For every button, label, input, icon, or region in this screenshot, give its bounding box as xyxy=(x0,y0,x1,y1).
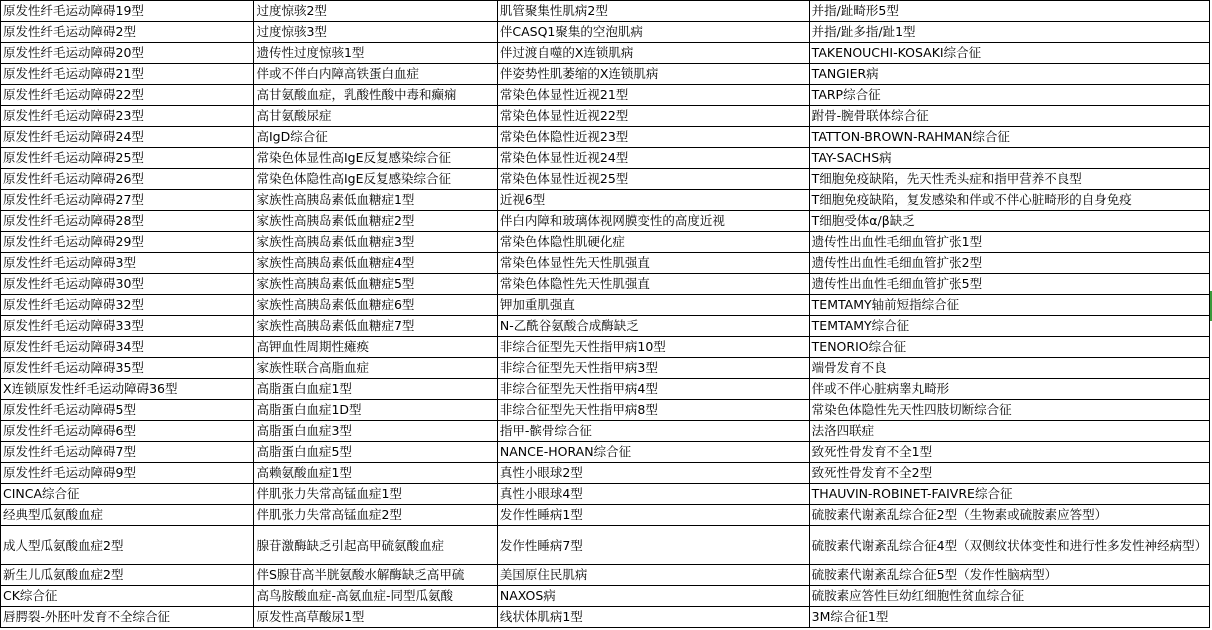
table-row xyxy=(1,316,1210,337)
table-row xyxy=(1,421,1210,442)
table-cell[interactable]: 硫胺素代谢紊乱综合征2型（生物素或硫胺素应答型） xyxy=(809,505,1209,526)
table-row xyxy=(1,148,1210,169)
table-cell[interactable]: 家族性高胰岛素低血糖症1型 xyxy=(254,190,497,211)
table-cell[interactable]: 原发性纤毛运动障碍28型 xyxy=(1,211,254,232)
table-row xyxy=(1,85,1210,106)
table-cell[interactable]: 新生儿瓜氨酸血症2型 xyxy=(1,565,254,586)
table-cell[interactable]: 致死性骨发育不全1型 xyxy=(809,442,1209,463)
table-cell[interactable]: CINCA综合征 xyxy=(1,484,254,505)
table-cell[interactable]: 过度惊骇3型 xyxy=(254,22,497,43)
table-cell[interactable]: 原发性纤毛运动障碍34型 xyxy=(1,337,254,358)
table-row xyxy=(1,1,1210,22)
table-cell[interactable]: 原发性纤毛运动障碍20型 xyxy=(1,43,254,64)
table-cell[interactable]: 家族性高胰岛素低血糖症6型 xyxy=(254,295,497,316)
table-row xyxy=(1,358,1210,379)
table-cell[interactable]: 常染色体显性先天性肌强直 xyxy=(497,253,809,274)
table-cell[interactable]: 原发性纤毛运动障碍35型 xyxy=(1,358,254,379)
table-cell[interactable]: 高脂蛋白血症3型 xyxy=(254,421,497,442)
table-cell[interactable]: TARP综合征 xyxy=(809,85,1209,106)
table-cell[interactable]: 非综合征型先天性指甲病10型 xyxy=(497,337,809,358)
table-cell[interactable]: 家族性高胰岛素低血糖症5型 xyxy=(254,274,497,295)
table-cell[interactable]: 法洛四联症 xyxy=(809,421,1209,442)
table-cell[interactable]: 常染色体显性近视25型 xyxy=(497,169,809,190)
table-cell[interactable]: 原发性纤毛运动障碍29型 xyxy=(1,232,254,253)
table-cell[interactable]: 原发性纤毛运动障碍33型 xyxy=(1,316,254,337)
table-row xyxy=(1,442,1210,463)
table-cell[interactable]: 常染色体显性近视22型 xyxy=(497,106,809,127)
table-cell[interactable]: 原发性纤毛运动障碍5型 xyxy=(1,400,254,421)
table-row xyxy=(1,43,1210,64)
table-cell[interactable]: 伴白内障和玻璃体视网膜变性的高度近视 xyxy=(497,211,809,232)
table-cell[interactable]: 常染色体隐性近视23型 xyxy=(497,127,809,148)
table-cell[interactable]: 家族性联合高脂血症 xyxy=(254,358,497,379)
table-cell[interactable]: 高钾血性周期性瘫痪 xyxy=(254,337,497,358)
table-cell[interactable]: 成人型瓜氨酸血症2型 xyxy=(1,526,254,565)
table-cell[interactable]: 遗传性出血性毛细血管扩张5型 xyxy=(809,274,1209,295)
table-row xyxy=(1,190,1210,211)
table-cell[interactable]: 硫胺素代谢紊乱综合征5型（发作性脑病型） xyxy=(809,565,1209,586)
table-cell[interactable]: 美国原住民肌病 xyxy=(497,565,809,586)
table-cell[interactable]: 高脂蛋白血症1D型 xyxy=(254,400,497,421)
table-cell[interactable]: X连锁原发性纤毛运动障碍36型 xyxy=(1,379,254,400)
table-cell[interactable]: 3M综合征1型 xyxy=(809,607,1209,628)
table-row xyxy=(1,211,1210,232)
table-cell[interactable]: 真性小眼球4型 xyxy=(497,484,809,505)
table-row xyxy=(1,379,1210,400)
table-cell[interactable]: 线状体肌病1型 xyxy=(497,607,809,628)
table-cell[interactable]: T细胞免疫缺陷，复发感染和伴或不伴心脏畸形的自身免疫 xyxy=(809,190,1209,211)
table-cell[interactable]: 原发性高草酸尿1型 xyxy=(254,607,497,628)
table-cell[interactable]: 常染色体隐性先天性四肢切断综合征 xyxy=(809,400,1209,421)
table-cell[interactable]: 伴或不伴白内障高铁蛋白血症 xyxy=(254,64,497,85)
table-cell[interactable]: TEMTAMY综合征 xyxy=(809,316,1209,337)
table-cell[interactable]: 非综合征型先天性指甲病3型 xyxy=(497,358,809,379)
table-row xyxy=(1,337,1210,358)
table-cell[interactable]: 高脂蛋白血症1型 xyxy=(254,379,497,400)
table-cell[interactable]: 常染色体隐性先天性肌强直 xyxy=(497,274,809,295)
table-cell[interactable]: 伴CASQ1聚集的空泡肌病 xyxy=(497,22,809,43)
table-cell[interactable]: 非综合征型先天性指甲病4型 xyxy=(497,379,809,400)
table-cell[interactable]: 常染色体显性近视21型 xyxy=(497,85,809,106)
table-cell[interactable]: 硫胺素代谢紊乱综合征4型（双侧纹状体变性和进行性多发性神经病型） xyxy=(809,526,1209,565)
table-cell[interactable]: TENORIO综合征 xyxy=(809,337,1209,358)
table-cell[interactable]: 原发性纤毛运动障碍30型 xyxy=(1,274,254,295)
table-cell[interactable]: 端骨发育不良 xyxy=(809,358,1209,379)
table-cell[interactable]: 腺苷激酶缺乏引起高甲硫氨酸血症 xyxy=(254,526,497,565)
table-cell[interactable]: 发作性睡病1型 xyxy=(497,505,809,526)
table-cell[interactable]: 指甲-髌骨综合征 xyxy=(497,421,809,442)
table-row xyxy=(1,253,1210,274)
table-row xyxy=(1,127,1210,148)
table-cell[interactable]: 原发性纤毛运动障碍27型 xyxy=(1,190,254,211)
table-cell[interactable]: 高脂蛋白血症5型 xyxy=(254,442,497,463)
table-cell[interactable]: 并指/趾多指/趾1型 xyxy=(809,22,1209,43)
table-cell[interactable]: 高甘氨酸尿症 xyxy=(254,106,497,127)
table-cell[interactable]: 遗传性过度惊骇1型 xyxy=(254,43,497,64)
table-cell[interactable]: 原发性纤毛运动障碍3型 xyxy=(1,253,254,274)
table-cell[interactable]: 原发性纤毛运动障碍25型 xyxy=(1,148,254,169)
table-cell[interactable]: 常染色体隐性高IgE反复感染综合征 xyxy=(254,169,497,190)
table-cell[interactable]: 过度惊骇2型 xyxy=(254,1,497,22)
table-cell[interactable]: 伴过渡自噬的X连锁肌病 xyxy=(497,43,809,64)
table-row xyxy=(1,484,1210,505)
table-cell[interactable]: 原发性纤毛运动障碍2型 xyxy=(1,22,254,43)
table-cell[interactable]: 高甘氨酸血症，乳酸性酸中毒和癫痫 xyxy=(254,85,497,106)
table-cell[interactable]: 原发性纤毛运动障碍9型 xyxy=(1,463,254,484)
table-row xyxy=(1,607,1210,628)
table-cell[interactable]: 家族性高胰岛素低血糖症4型 xyxy=(254,253,497,274)
table-cell[interactable]: 家族性高胰岛素低血糖症2型 xyxy=(254,211,497,232)
table-cell[interactable]: 高IgD综合征 xyxy=(254,127,497,148)
table-cell[interactable]: 高鸟胺酸血症-高氨血症-同型瓜氨酸 xyxy=(254,586,497,607)
table-cell[interactable]: 原发性纤毛运动障碍6型 xyxy=(1,421,254,442)
table-cell[interactable]: 常染色体显性近视24型 xyxy=(497,148,809,169)
table-row xyxy=(1,274,1210,295)
table-cell[interactable]: 近视6型 xyxy=(497,190,809,211)
table-cell[interactable]: TEMTAMY轴前短指综合征 xyxy=(809,295,1209,316)
table-cell[interactable]: 经典型瓜氨酸血症 xyxy=(1,505,254,526)
table-cell[interactable]: 硫胺素应答性巨幼红细胞性贫血综合征 xyxy=(809,586,1209,607)
table-cell[interactable]: 伴姿势性肌萎缩的X连锁肌病 xyxy=(497,64,809,85)
table-row xyxy=(1,64,1210,85)
table-cell[interactable]: 遗传性出血性毛细血管扩张2型 xyxy=(809,253,1209,274)
table-cell[interactable]: 伴S腺苷高半胱氨酸水解酶缺乏高甲硫 xyxy=(254,565,497,586)
table-cell[interactable]: 原发性纤毛运动障碍32型 xyxy=(1,295,254,316)
table-cell[interactable]: 伴肌张力失常高锰血症1型 xyxy=(254,484,497,505)
table-row xyxy=(1,295,1210,316)
table-cell[interactable]: TATTON-BROWN-RAHMAN综合征 xyxy=(809,127,1209,148)
table-row xyxy=(1,526,1210,565)
table-cell[interactable]: 真性小眼球2型 xyxy=(497,463,809,484)
table-row xyxy=(1,400,1210,421)
table-cell[interactable]: NAXOS病 xyxy=(497,586,809,607)
table-row xyxy=(1,586,1210,607)
table-cell[interactable]: 遗传性出血性毛细血管扩张1型 xyxy=(809,232,1209,253)
table-cell[interactable]: 钾加重肌强直 xyxy=(497,295,809,316)
table-cell[interactable]: 常染色体隐性肌硬化症 xyxy=(497,232,809,253)
table-cell[interactable]: N-乙酰谷氨酸合成酶缺乏 xyxy=(497,316,809,337)
table-cell[interactable]: 原发性纤毛运动障碍24型 xyxy=(1,127,254,148)
table-cell[interactable]: 原发性纤毛运动障碍19型 xyxy=(1,1,254,22)
table-cell[interactable]: TAKENOUCHI-KOSAKI综合征 xyxy=(809,43,1209,64)
table-row xyxy=(1,565,1210,586)
table-row xyxy=(1,505,1210,526)
table-cell[interactable]: 跗骨-腕骨联体综合征 xyxy=(809,106,1209,127)
table-cell[interactable]: 常染色体显性高IgE反复感染综合征 xyxy=(254,148,497,169)
table-cell[interactable]: TANGIER病 xyxy=(809,64,1209,85)
table-cell[interactable]: 并指/趾畸形5型 xyxy=(809,1,1209,22)
table-cell[interactable]: 原发性纤毛运动障碍26型 xyxy=(1,169,254,190)
table-row xyxy=(1,169,1210,190)
table-row xyxy=(1,232,1210,253)
table-cell[interactable]: 原发性纤毛运动障碍23型 xyxy=(1,106,254,127)
table-row xyxy=(1,106,1210,127)
table-cell[interactable]: 唇腭裂-外胚叶发育不全综合征 xyxy=(1,607,254,628)
table-cell[interactable]: 发作性睡病7型 xyxy=(497,526,809,565)
table-cell[interactable]: 原发性纤毛运动障碍21型 xyxy=(1,64,254,85)
table-cell[interactable]: CK综合征 xyxy=(1,586,254,607)
table-body xyxy=(1,1,1210,628)
table-cell[interactable]: 伴肌张力失常高锰血症2型 xyxy=(254,505,497,526)
table-cell[interactable]: THAUVIN-ROBINET-FAIVRE综合征 xyxy=(809,484,1209,505)
table-cell[interactable]: 原发性纤毛运动障碍22型 xyxy=(1,85,254,106)
table-cell[interactable]: 伴或不伴心脏病睾丸畸形 xyxy=(809,379,1209,400)
table-cell[interactable]: 家族性高胰岛素低血糖症3型 xyxy=(254,232,497,253)
table-row xyxy=(1,463,1210,484)
table-cell[interactable]: 原发性纤毛运动障碍7型 xyxy=(1,442,254,463)
table-cell[interactable]: NANCE-HORAN综合征 xyxy=(497,442,809,463)
table-cell[interactable]: T细胞免疫缺陷，先天性秃头症和指甲营养不良型 xyxy=(809,169,1209,190)
table-cell[interactable]: T细胞受体α/β缺乏 xyxy=(809,211,1209,232)
table-cell[interactable]: 高赖氨酸血症1型 xyxy=(254,463,497,484)
table-row xyxy=(1,22,1210,43)
table-cell[interactable]: 非综合征型先天性指甲病8型 xyxy=(497,400,809,421)
table-cell[interactable]: 肌管聚集性肌病2型 xyxy=(497,1,809,22)
table-cell[interactable]: 家族性高胰岛素低血糖症7型 xyxy=(254,316,497,337)
table-cell[interactable]: 致死性骨发育不全2型 xyxy=(809,463,1209,484)
table-cell[interactable]: TAY-SACHS病 xyxy=(809,148,1209,169)
